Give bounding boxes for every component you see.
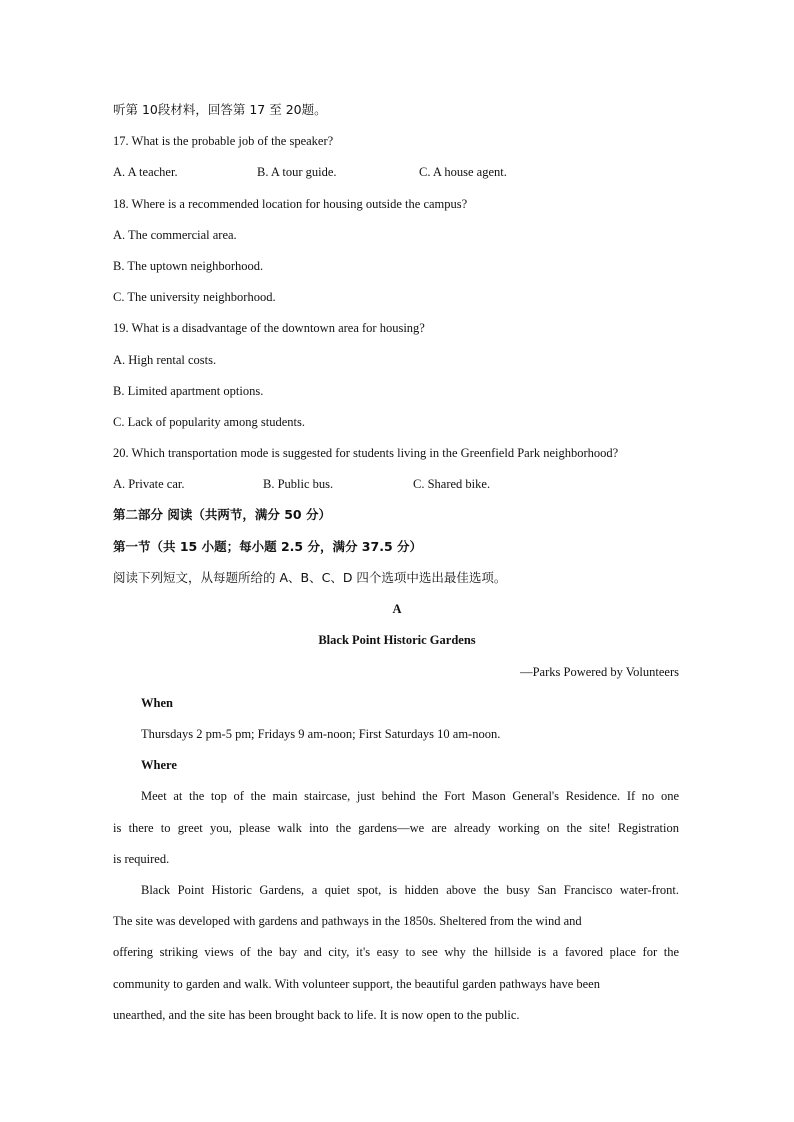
body-line-1: Black Point Historic Gardens, a quiet spot, is hidden above the busy San Francisco water-front.	[141, 883, 679, 897]
body-line-3: offering striking views of the bay and city, it's easy to see why the hillside is a favored place for the	[113, 945, 679, 959]
question-20-stem: 20. Which transportation mode is suggested for students living in the Greenfield Park neighborhood?	[113, 446, 619, 460]
when-heading: When	[141, 696, 173, 710]
question-20-option-c: C. Shared bike.	[413, 477, 491, 491]
question-19-option-b: B. Limited apartment options.	[113, 384, 264, 398]
question-17-option-b: B. A tour guide.	[257, 165, 337, 179]
question-19-stem: 19. What is a disadvantage of the downtown area for housing?	[113, 321, 425, 335]
question-20-option-a: A. Private car.	[113, 477, 185, 491]
listening-instruction: 听第 10段材料，回答第 17 至 20题。	[113, 102, 327, 117]
passage-title: Black Point Historic Gardens	[318, 633, 476, 647]
body-line-4: community to garden and walk. With volunteer support, the beautiful garden pathways have been	[113, 977, 600, 991]
question-17-option-a: A. A teacher.	[113, 165, 178, 179]
question-17-stem: 17. What is the probable job of the speaker?	[113, 134, 334, 148]
question-20-option-b: B. Public bus.	[263, 477, 334, 491]
question-19-option-a: A. High rental costs.	[113, 353, 217, 367]
where-line-3: is required.	[113, 852, 170, 866]
question-18-option-a: A. The commercial area.	[113, 228, 237, 242]
question-18-stem: 18. Where is a recommended location for housing outside the campus?	[113, 197, 468, 211]
question-18-option-b: B. The uptown neighborhood.	[113, 259, 264, 273]
question-18-option-c: C. The university neighborhood.	[113, 290, 276, 304]
passage-source: —Parks Powered by Volunteers	[520, 665, 679, 679]
where-heading: Where	[141, 758, 177, 772]
question-19-option-c: C. Lack of popularity among students.	[113, 415, 305, 429]
when-text: Thursdays 2 pm-5 pm; Fridays 9 am-noon; First Saturdays 10 am-noon.	[141, 727, 501, 741]
section-one-heading: 第一节（共 15 小题；每小题 2.5 分，满分 37.5 分）	[113, 539, 422, 554]
body-line-2: The site was developed with gardens and pathways in the 1850s. Sheltered from the wind and	[113, 914, 582, 928]
where-line-1: Meet at the top of the main staircase, just behind the Fort Mason General's Residence. If no one	[141, 789, 679, 803]
reading-instruction: 阅读下列短文，从每题所给的 A、B、C、D 四个选项中选出最佳选项。	[113, 570, 507, 585]
part-two-heading: 第二部分 阅读（共两节，满分 50 分）	[113, 507, 331, 522]
passage-letter: A	[392, 602, 402, 616]
body-line-5: unearthed, and the site has been brought back to life. It is now open to the public.	[113, 1008, 520, 1022]
question-17-option-c: C. A house agent.	[419, 165, 507, 179]
where-line-2: is there to greet you, please walk into the gardens—we are already working on the site! Registration	[113, 821, 679, 835]
